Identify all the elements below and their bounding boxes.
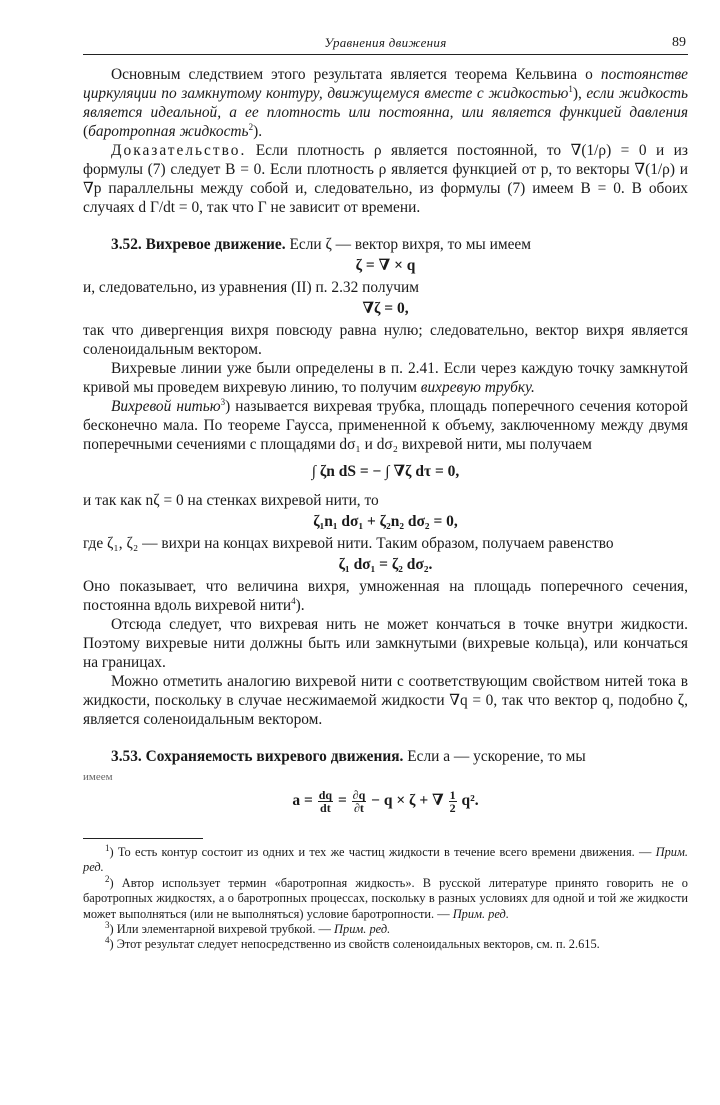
fraction [449,789,457,814]
text-run: Основным следствием этого результата является теорема Кельвина о [111,66,601,83]
eq-part: = [334,792,351,810]
text-run: Оно показывает, что величина вихря, умноженная на площадь поперечного сечения, постоянна вдоль вихревой нити [83,578,688,614]
paragraph: так что дивергенция вихря повсюду равна нулю; следовательно, вектор вихря является соленоидальным вектором. [83,322,688,358]
text-run: Вихревые линии уже были определены в п. 2.41. Если через каждую точку замкнутой кривой мы проведем вихревую линию, то получим [83,360,688,396]
footnote-1 [83,842,688,876]
running-title: Уравнения движения [324,35,447,50]
equation-ends: ζ₁n₁ dσ₁ + ζ₂n₂ dσ₂ = 0, [313,513,458,530]
kelvin-theorem-paragraph [83,65,688,141]
denominator: dt [320,801,331,815]
section-3-52-heading [83,235,688,254]
text-run: ). [253,123,263,140]
equation-acceleration [83,789,688,814]
eq-part: a = [292,792,317,810]
footnote-mark: 4 [105,935,110,946]
footnote-mark: 1 [105,842,110,853]
footnote-text: ) Автор использует термин «баротропная жидкость». В русской литературе принято говорить не о баротропных жидкостях, а о баротропных процессах, поскольку в разных условиях для одной и той же жидкости может выполняться (или не выполняться) условие баротропности. — [83,875,688,921]
numerator: dq [318,788,333,802]
editor-note: Прим. ред. [83,845,688,875]
editor-note: Прим. ред. [452,906,509,921]
proof-paragraph [83,141,688,217]
text-run: ( [83,123,89,140]
proof-label: Доказательство. [111,142,247,159]
editor-note: Прим. ред. [334,922,391,937]
footnote-2 [83,873,688,922]
faded-text [83,766,688,787]
italic-run: Вихревой нитью [111,398,221,415]
running-header [83,32,688,55]
footnote-divider [83,838,203,839]
footnote-ref[interactable]: 2 [248,121,254,132]
paragraph: и так как nζ = 0 на стенках вихревой нити, то [83,492,379,509]
italic-run: если жидкость является идеальной, а ее плотность или постоянна, или является функцией давления [83,85,688,121]
footnote-mark: 3 [105,919,110,930]
footnote-4 [83,937,688,952]
proof-text: Если плотность ρ является постоянной, то ∇(1/ρ) = 0 и из формулы (7) следует B = 0. Если плотность ρ является функцией от p, то векторы ∇(1/ρ) и ∇p параллельны между собой и, следовательно, из формулы (7) имеем B = 0. В обоих случаях d Γ/dt = 0, так что Γ не зависит от времени. [83,142,688,216]
italic-run: постоянстве циркуляции по замкнутому контуру, движущемуся вместе с жидкостью [83,66,688,102]
footnote-ref[interactable]: 1 [568,83,573,94]
italic-run: вихревую трубку. [420,379,535,396]
faded-word: имеем [83,771,113,783]
vortex-filament-paragraph [83,397,688,454]
fraction [352,789,367,814]
footnote-text: ) То есть контур состоит из одних и тех же частиц жидкости в течение всего времени движения. — [109,845,656,859]
footnotes [83,842,688,953]
section-title: Вихревое движение. [145,236,286,253]
text-run: Если a — ускорение, то мы [403,748,586,765]
section-3-53-heading [83,747,688,766]
equation-divergence: ∇ζ = 0, [362,300,409,317]
denominator: ∂t [353,801,364,815]
eq-part: q². [457,792,479,810]
numerator: 1 [449,788,456,802]
footnote-3 [83,919,688,937]
italic-run: баротропная жидкость [88,123,249,140]
analogy-paragraph: Можно отметить аналогию вихревой нити с соответствующим свойством нитей тока в жидкости, поскольку в случае несжимаемой жидкости ∇q = 0, так что вектор q, подобно ζ, является соленоидальным вектором. [83,673,688,728]
vortex-lines-paragraph [83,359,688,397]
paragraph: где ζ₁, ζ₂ — вихри на концах вихревой нити. Таким образом, получаем равенство [83,535,614,552]
page-number: 89 [672,35,686,50]
text-run: Если ζ — вектор вихря, то мы имеем [285,236,531,253]
paragraph: и, следовательно, из уравнения (II) п. 2.32 получим [83,279,419,296]
section-number: 3.53. [111,748,142,765]
footnote-ref[interactable]: 3 [220,396,226,407]
paragraph: Отсюда следует, что вихревая нить не может кончаться в точке внутри жидкости. Поэтому вихревые нити должны быть или замкнутыми (вихревые кольца), или кончаться на границах. [83,616,688,671]
text-run: ), [572,85,587,102]
equation-curl: ζ = ∇ × q [355,257,416,274]
equation-equality: ζ₁ dσ₁ = ζ₂ dσ₂. [338,556,433,573]
footnote-ref[interactable]: 4 [291,595,296,606]
main-text [83,65,688,814]
fraction [318,789,333,814]
eq-part: − q × ζ + ∇ [367,792,448,810]
paragraph [83,577,688,615]
equation-gauss: ∫ ζn dS = − ∫ ∇ζ dτ = 0, [311,463,460,480]
footnote-mark: 2 [105,873,110,884]
text-run: ) называется вихревая трубка, площадь поперечного сечения которой бесконечно мала. По теореме Гаусса, примененной к объему, заключенному между двумя поперечными сечениями с площадями dσ₁ и dσ₂ вихревой нити, мы получаем [83,398,688,453]
denominator: 2 [449,801,456,815]
footnote-text: ) Этот результат следует непосредственно из свойств соленоидальных векторов, см. п. 2.615. [109,937,600,952]
footnote-text: ) Или элементарной вихревой трубкой. — [109,922,335,937]
text-run: ). [295,597,305,614]
numerator: ∂q [352,788,366,802]
section-number: 3.52. [111,236,142,253]
book-page [83,32,688,953]
section-title: Сохраняемость вихревого движения. [145,748,404,765]
